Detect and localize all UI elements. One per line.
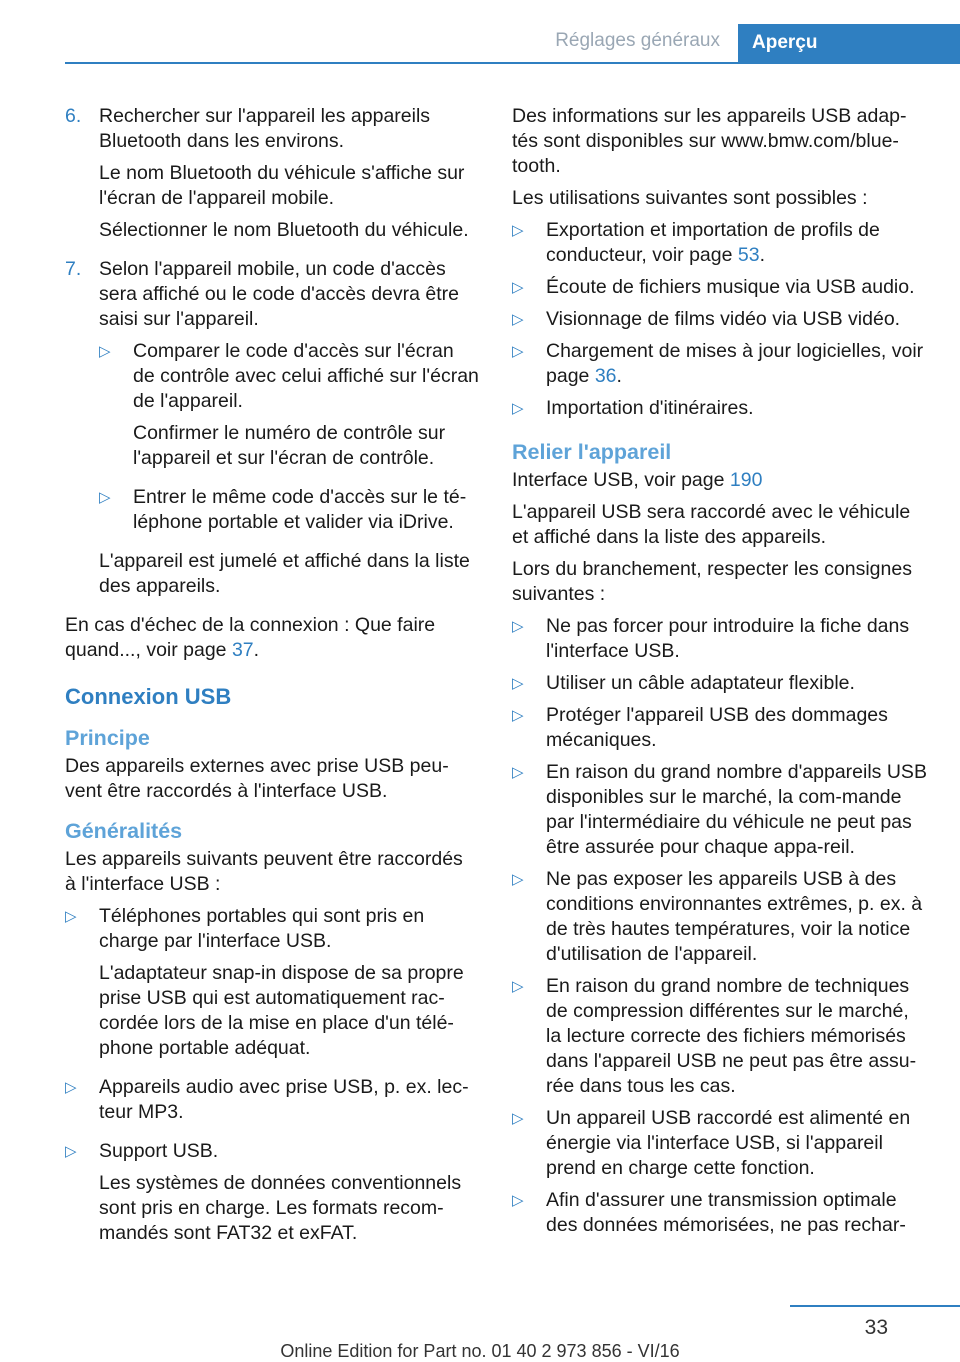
page-link[interactable]: 37 [231,639,254,661]
list-item [512,396,928,421]
list-item [512,614,928,664]
info-paragraph: Des informations sur les appareils USB adap-tés sont disponibles sur www.bmw.com/blue-tooth. [512,105,907,177]
list-item [512,671,928,696]
list-item [512,760,928,860]
heading-relier: Relier l'appareil [512,440,672,464]
triangle-bullet-icon: ▷ [99,343,111,360]
list-item-text: Visionnage de films vidéo via USB vidéo. [546,308,901,330]
list-item: ▷ Chargement de mises à jour logicielles, voir page 36. [512,340,924,387]
list-item [99,339,479,478]
triangle-bullet-icon: ▷ [99,489,111,506]
triangle-bullet-icon: ▷ [512,764,524,781]
principe-paragraph: Des appareils externes avec prise USB peu-vent être raccordés à l'interface USB. [65,755,449,802]
list-item: ▷ Exportation et importation de profils de conducteur, voir page 53. [512,219,880,266]
footer-edition: Online Edition for Part no. 01 40 2 973 856 - VI/16 [280,1341,680,1361]
right-column [512,104,928,1245]
consignes-intro: Lors du branchement, respecter les consignes suivantes : [512,558,912,605]
list-item-text: Support USB. [99,1140,219,1162]
triangle-bullet-icon: ▷ [512,618,524,635]
list-item [512,867,928,967]
step-text: Selon l'appareil mobile, un code d'accès sera affiché ou le code d'accès devra être saisi sur l'appareil. [99,258,459,330]
list-item [65,1075,479,1132]
list-item-text: Importation d'itinéraires. [546,397,754,419]
list-item [512,1106,928,1181]
step-number: 6. [65,105,82,127]
list-item-text: Confirmer le numéro de contrôle sur l'appareil et sur l'écran de contrôle. [133,422,446,469]
list-item [65,1139,479,1253]
list-item-text: Appareils audio avec prise USB, p. ex. lec-teur MP3. [99,1076,469,1123]
step-number: 7. [65,258,82,280]
page-link[interactable]: 190 [729,469,763,491]
list-item-text: Écoute de fichiers musique via USB audio. [546,276,915,298]
triangle-bullet-icon: ▷ [512,675,524,692]
page-link[interactable]: 53 [737,244,760,266]
triangle-bullet-icon: ▷ [512,707,524,724]
triangle-bullet-icon: ▷ [512,343,524,360]
page-number: 33 [864,1316,888,1339]
step-text: Rechercher sur l'appareil les appareils Bluetooth dans les environs. [99,105,431,152]
triangle-bullet-icon: ▷ [512,279,524,296]
uses-intro: Les utilisations suivantes sont possibles : [512,187,868,209]
triangle-bullet-icon: ▷ [65,1143,77,1160]
list-item-text: Comparer le code d'accès sur l'écran de contrôle avec celui affiché sur l'écran de l'appareil. [133,340,479,412]
list-item-text: Un appareil USB raccordé est alimenté en énergie via l'interface USB, si l'appareil prend en charge cette fonction. [546,1107,911,1179]
header-section-title: Réglages généraux [555,30,720,51]
list-item [512,307,928,332]
list-item [512,275,928,300]
step-text: Sélectionner le nom Bluetooth du véhicule. [99,219,469,241]
list-item-text: Protéger l'appareil USB des dommages mécaniques. [546,704,888,751]
list-item-text: Ne pas forcer pour introduire la fiche dans l'interface USB. [546,615,910,662]
list-item [512,703,928,753]
heading-usb-connection: Connexion USB [65,684,232,709]
heading-generalites: Généralités [65,819,183,843]
failure-paragraph: En cas d'échec de la connexion : Que faire quand..., voir page 37. [65,614,436,661]
left-column [65,104,479,1260]
list-item-text: Ne pas exposer les appareils USB à des conditions environnantes extrêmes, p. ex. à de très hautes températures, voir la notice d'utilisation de l'appareil. [546,868,923,965]
triangle-bullet-icon: ▷ [512,1192,524,1209]
triangle-bullet-icon: ▷ [65,1079,77,1096]
heading-principe: Principe [65,726,150,750]
interface-paragraph: Interface USB, voir page 190 [512,469,763,491]
list-item-text: Utiliser un câble adaptateur flexible. [546,672,855,694]
list-item-text: Afin d'assurer une transmission optimale des données mémorisées, ne pas rechar- [546,1189,906,1236]
list-item-text: Entrer le même code d'accès sur le té-léphone portable et valider via iDrive. [133,486,467,533]
step-7 [65,257,479,606]
list-item-text: En raison du grand nombre de techniques de compression différentes sur le marché, la lecture correcte des fichiers mémorisés dans l'appareil USB ne peut pas être assu-rée dans tous les cas. [546,975,917,1097]
list-item [512,1188,928,1238]
triangle-bullet-icon: ▷ [512,871,524,888]
triangle-bullet-icon: ▷ [512,222,524,239]
list-item-text: Les systèmes de données conventionnels sont pris en charge. Les formats recom-mandés sont FAT32 et exFAT. [99,1172,462,1244]
step-text: Le nom Bluetooth du véhicule s'affiche sur l'écran de l'appareil mobile. [99,162,465,209]
triangle-bullet-icon: ▷ [65,908,77,925]
page-link[interactable]: 36 [594,365,617,387]
step-text: L'appareil est jumelé et affiché dans la liste des appareils. [99,550,470,597]
triangle-bullet-icon: ▷ [512,978,524,995]
triangle-bullet-icon: ▷ [512,311,524,328]
list-item-text: Téléphones portables qui sont pris en charge par l'interface USB. [99,905,425,952]
list-item [512,974,928,1099]
list-item [65,904,479,1068]
list-item [99,485,479,542]
triangle-bullet-icon: ▷ [512,1110,524,1127]
step-6 [65,104,479,250]
relier-paragraph: L'appareil USB sera raccordé avec le véhicule et affiché dans la liste des appareils. [512,501,911,548]
footer-line [790,1305,960,1307]
triangle-bullet-icon: ▷ [512,400,524,417]
list-item-text: L'adaptateur snap-in dispose de sa propre prise USB qui est automatiquement rac-cordée lors de la mise en place d'un télé-phone portable adéquat. [99,962,464,1059]
header-tab[interactable]: Aperçu [738,24,960,64]
list-item-text: En raison du grand nombre d'appareils USB disponibles sur le marché, la com-mande par l'intermédiaire du véhicule ne peut pas être assurée pour chaque appa-reil. [546,761,927,858]
generalites-paragraph: Les appareils suivants peuvent être raccordés à l'interface USB : [65,848,463,895]
